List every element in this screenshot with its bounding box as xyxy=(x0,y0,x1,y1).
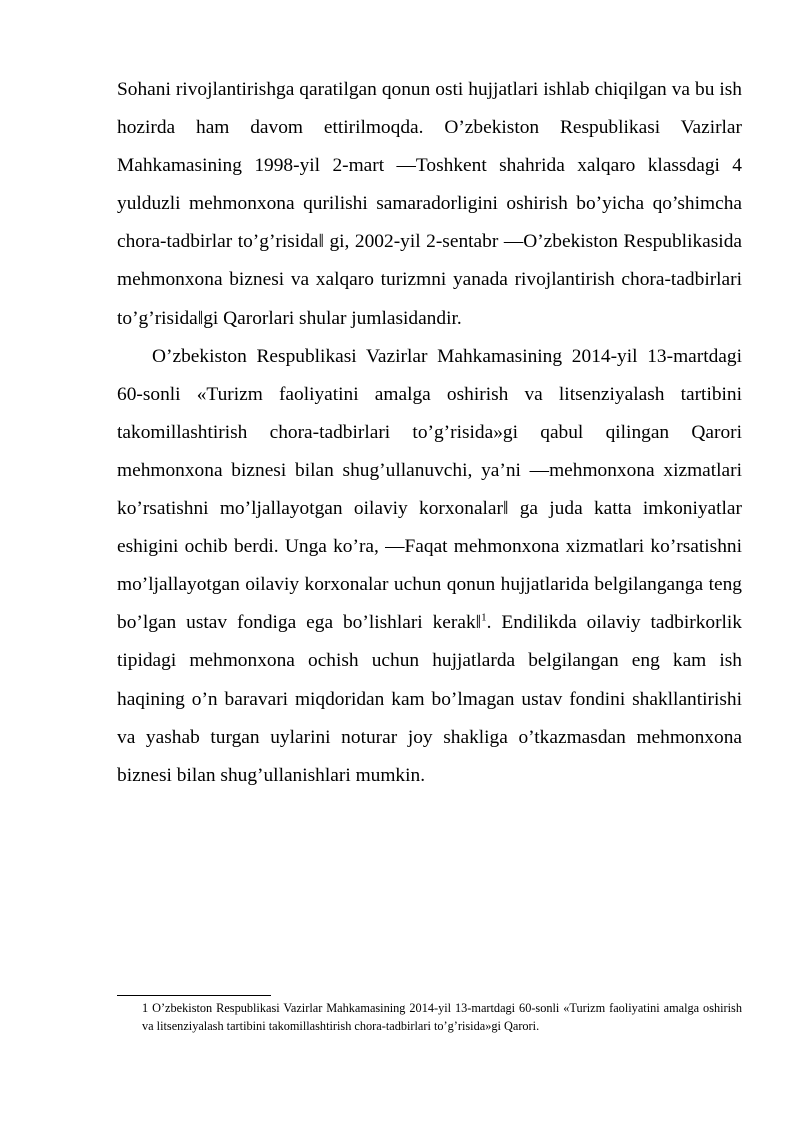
footnote-reference: 1 xyxy=(481,611,487,624)
footnote-separator xyxy=(117,995,271,996)
paragraph-2-text-after-ref: . Endilikda oilaviy tadbirkorlik tipidagi mehmonxona ochish uchun hujjatlarda belgilangan eng kam ish haqining o’n baravari miqdoridan kam bo’lmagan ustav fondini shakllantirishi va yashab turgan uylarini noturar joy shakliga o’tkazmasdan mehmonxona biznesi bilan shug’ullanishlari mumkin. xyxy=(117,612,743,786)
paragraph-2 xyxy=(117,338,742,795)
paragraph-1: Sohani rivojlantirishga qaratilgan qonun osti hujjatlari ishlab chiqilgan va bu ish hozirda ham davom ettirilmoqda. O’zbekiston Respublikasi Vazirlar Mahkamasining 1998-yil 2-mart ―Toshkent shahrida xalqaro klassdagi 4 yulduzli mehmonxona qurilishi samaradorligini oshirish bo’yicha qo’shimcha chora-tadbirlar to’g’risida‖ gi, 2002-yil 2-sentabr ―O’zbekiston Respublikasida mehmonxona biznesi va xalqaro turizmni yanada rivojlantirish chora-tadbirlari to’g’risida‖gi Qarorlari shular jumlasidandir. xyxy=(117,79,742,329)
paragraph-2-text-before-ref: O’zbekiston Respublikasi Vazirlar Mahkamasining 2014-yil 13-martdagi 60-sonli «Turizm faoliyatini amalga oshirish va litsenziyalash tartibini takomillashtirish chora-tadbirlari to’g’risida»gi qabul qilingan Qarori mehmonxona biznesi bilan shug’ullanuvchi, ya’ni ―mehmonxona xizmatlari ko’rsatishni mo’ljallayotgan oilaviy korxonalar‖ ga juda katta imkoniyatlar eshigini ochib berdi. Unga ko’ra, ―Faqat mehmonxona xizmatlari ko’rsatishni mo’ljallayotgan oilaviy korxonalar uchun qonun hujjatlarida belgilanganga teng bo’lgan ustav fondiga ega bo’lishlari kerak‖ xyxy=(117,345,742,634)
body-text xyxy=(117,71,742,795)
footnote-text: 1 O’zbekiston Respublikasi Vazirlar Mahkamasining 2014-yil 13-martdagi 60-sonli «Turizm faoliyatini amalga oshirish va litsenziyalash tartibini takomillashtirish chora-tadbirlari to’g’risida»gi Qarori. xyxy=(142,1001,742,1033)
